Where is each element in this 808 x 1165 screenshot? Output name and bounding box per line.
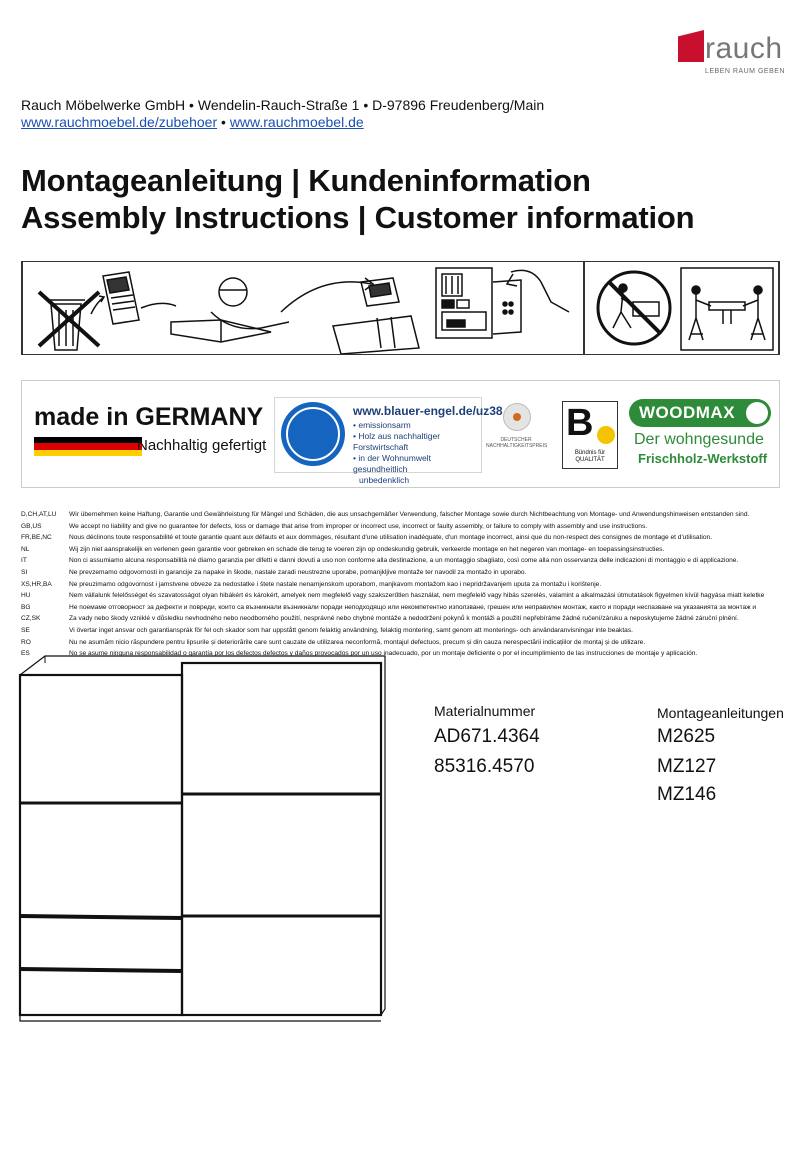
wardrobe-drawing [17, 653, 389, 1033]
bq-quality-logo: B Bündnis für QUALITÄT [562, 401, 618, 469]
disclaimer-text: Nem vállalunk felelősséget és szavatosságot olyan hibákért és károkért, amelyek nem megfelelő vagy szakszerűtlen használat, nem megfelelő vagy hibás szerelés, valamint a alkalmazási útmutatások figyelmen kívül hagyása miatt keletke [69, 592, 765, 600]
material-number: AD671.4364 [434, 726, 540, 747]
country-code: D,CH,AT,LU [21, 511, 57, 518]
country-code: RO [21, 638, 31, 646]
woodmax-tagline-2: Frischholz-Werkstoff [638, 451, 768, 466]
disclaimer-text: Wij zijn niet aansprakelijk en verlenen geen garantie voor gebreken en schade die terug te voeren zijn op ondeskundig gebruik, verkeerde montage en het negeren van montage- en toepassingsinstructies. [69, 545, 665, 553]
product-label-icon [436, 268, 569, 338]
country-code: SE [21, 626, 30, 634]
material-number: 85316.4570 [434, 756, 535, 777]
logo-wordmark: rauch [705, 32, 783, 65]
country-code: CZ,SK [21, 615, 41, 623]
rauch-logo [675, 28, 790, 78]
material-number-label: Materialnummer [434, 703, 536, 719]
title-english: Assembly Instructions | Customer information [21, 200, 695, 235]
country-code: FR,BE,NC [21, 534, 52, 542]
link-separator: • [221, 114, 226, 130]
country-code: SI [21, 568, 28, 576]
country-code: HU [21, 592, 31, 600]
award-icon [503, 403, 531, 431]
links-line [21, 114, 364, 130]
certification-banner [21, 380, 780, 488]
logo-tagline: LEBEN RAUM GEBEN [705, 68, 785, 75]
sustainability-award-logo [486, 399, 546, 469]
country-code: IT [21, 557, 27, 565]
country-code: XS,HR,BA [21, 580, 52, 588]
made-in-germany: made in GERMANY [34, 403, 264, 431]
disclaimer-row [21, 639, 786, 651]
woodmax-circle-icon [746, 402, 768, 424]
manual-booklet-icon [103, 272, 139, 324]
disclaimer-text: We accept no liability and give no guarantee for defects, loss or damage that arise from improper or incorrect use, incorrect or faulty assembly, or failure to comply with assembly and use instructions. [69, 522, 648, 530]
disclaimer-row [21, 546, 786, 558]
disclaimer-text: Non ci assumiamo alcuna responsabilità né diamo garanzia per difetti e danni dovuti a uso non conforme alla destinazione, a un montaggio sbagliato, così come alla non osservanza delle indicazioni di montaggio e di applicazione. [69, 557, 739, 565]
disclaimer-row [21, 523, 786, 535]
disclaimer-row [21, 557, 786, 569]
manuals-label: Montageanleitungen [657, 705, 784, 721]
accessories-link[interactable]: www.rauchmoebel.de/zubehoer [21, 114, 218, 130]
disclaimer-text: Za vady nebo škody vzniklé v důsledku nevhodného nebo neodborného použití, nesprávné nebo chybné montáže a nedodržení pokynů k montáži a použití nepřebíráme žádné ručení/záruku a neposkytujeme žádné záruční plnění. [69, 615, 739, 623]
award-text: DEUTSCHER NACHHALTIGKEITSPREIS [486, 437, 548, 449]
file-folder-icon [333, 278, 419, 354]
criteria-item: unbedenklich [359, 475, 410, 485]
two-person-lift-icon [681, 268, 773, 350]
blue-angel-criteria [353, 420, 481, 486]
country-code: BG [21, 603, 31, 611]
disclaimer-row [21, 534, 786, 546]
no-trash-icon [39, 292, 99, 350]
disclaimer-row [21, 615, 786, 627]
criteria-item: • Holz aus nachhaltiger Forstwirtschaft [353, 431, 441, 452]
criteria-item: • emissionsarm [353, 420, 411, 430]
criteria-item: • in der Wohnumwelt gesundheitlich [353, 453, 431, 474]
manual-number: MZ127 [657, 756, 717, 777]
company-address: Rauch Möbelwerke GmbH • Wendelin-Rauch-Straße 1 • D-97896 Freudenberg/Main [21, 97, 545, 113]
disclaimer-text: Не поемаме отговорност за дефекти и повреди, които са възникнали възникнали поради неподходящо или некомпетентно използване, грешен или неправилен монтаж, както и поради неспазване на указанията за монтаж и [69, 603, 757, 611]
blue-angel-icon [281, 402, 345, 466]
disclaimer-text: Ne preuzimamo odgovornost i jamstvene obveze za nedostatke i štete nastale nenamjenskom uporabom, manjkavom montažom kao i nepridržavanjem uputa za montažu i korištenje. [69, 580, 602, 588]
disclaimer-row [21, 604, 786, 616]
country-code: ES [21, 650, 30, 658]
woodmax-name: WOODMAX [639, 403, 736, 422]
woodmax-tagline-1: Der wohngesunde [634, 431, 764, 448]
disclaimer-row [21, 569, 786, 581]
disclaimer-text: Nu ne asumăm nicio răspundere pentru lipsurile și deteriorările care sunt cauzate de utilizarea neconformă, montajul defectuos, precum și din cauza nerespectării indicațiilor de montaj și de utilizare. [69, 638, 646, 646]
bq-text: Bündnis für QUALITÄT [574, 450, 606, 463]
manual-number: M2625 [657, 726, 716, 747]
disclaimer-text: Nous déclinons toute responsabilité et toute garantie quant aux défauts et aux dommages, résultant d'une utilisation inadéquate, d'un montage incorrect, ainsi que du non-respect des consignes de montage et d'utilisation. [69, 534, 713, 542]
bq-q-icon [597, 426, 615, 444]
sustainable-text: Nachhaltig gefertigt [137, 437, 267, 454]
person-reading-icon [141, 278, 289, 342]
liability-disclaimers [21, 511, 786, 662]
disclaimer-text: Vi övertar inget ansvar och garantiansprák för fel och skador som har uppstått genom felaktig användning, felaktig montering, samt genom att monterings- och användaranvisningar inte beaktas. [69, 626, 633, 634]
title-german: Montageanleitung | Kundeninformation [21, 163, 591, 198]
german-flag-icon [34, 437, 142, 456]
manual-number: MZ146 [657, 784, 717, 805]
disclaimer-text: Wir übernehmen keine Haftung, Garantie und Gewährleistung für Mängel und Schäden, die aus unsachgemäßer Verwendung, falscher Montage sowie durch Nichtbeachtung von Montage- und Anwendungshinweisen entstanden sind. [69, 511, 750, 518]
disclaimer-row [21, 511, 786, 523]
blue-angel-url: www.blauer-engel.de/uz38 [353, 404, 503, 418]
disclaimer-row [21, 627, 786, 639]
pictogram-strip [21, 261, 780, 355]
woodmax-logo [629, 399, 771, 427]
no-single-lift-icon [598, 272, 670, 344]
disclaimer-row [21, 592, 786, 604]
disclaimer-text: No se asume ninguna responsabilidad o garantía por los defectos defectos y daños provocados por un uso inadecuado, por un montaje deficiente o por el incumplimiento de las instrucciones de montaje y aplicación. [69, 650, 698, 658]
homepage-link[interactable]: www.rauchmoebel.de [229, 114, 364, 130]
logo-mark-icon [678, 30, 704, 62]
country-code: GB,US [21, 522, 42, 530]
disclaimer-text: Ne prevzemamo odgovornosti in garancije za napake in škode, nastale zaradi neustrezne uporabe, pomanjkljive montaže ter navodil za montažo in uporabo. [69, 568, 527, 576]
country-code: NL [21, 545, 30, 553]
blue-angel-label [274, 397, 503, 485]
arrow-icon [281, 282, 371, 312]
pictogram-illustrations [21, 262, 780, 354]
disclaimer-row [21, 581, 786, 593]
